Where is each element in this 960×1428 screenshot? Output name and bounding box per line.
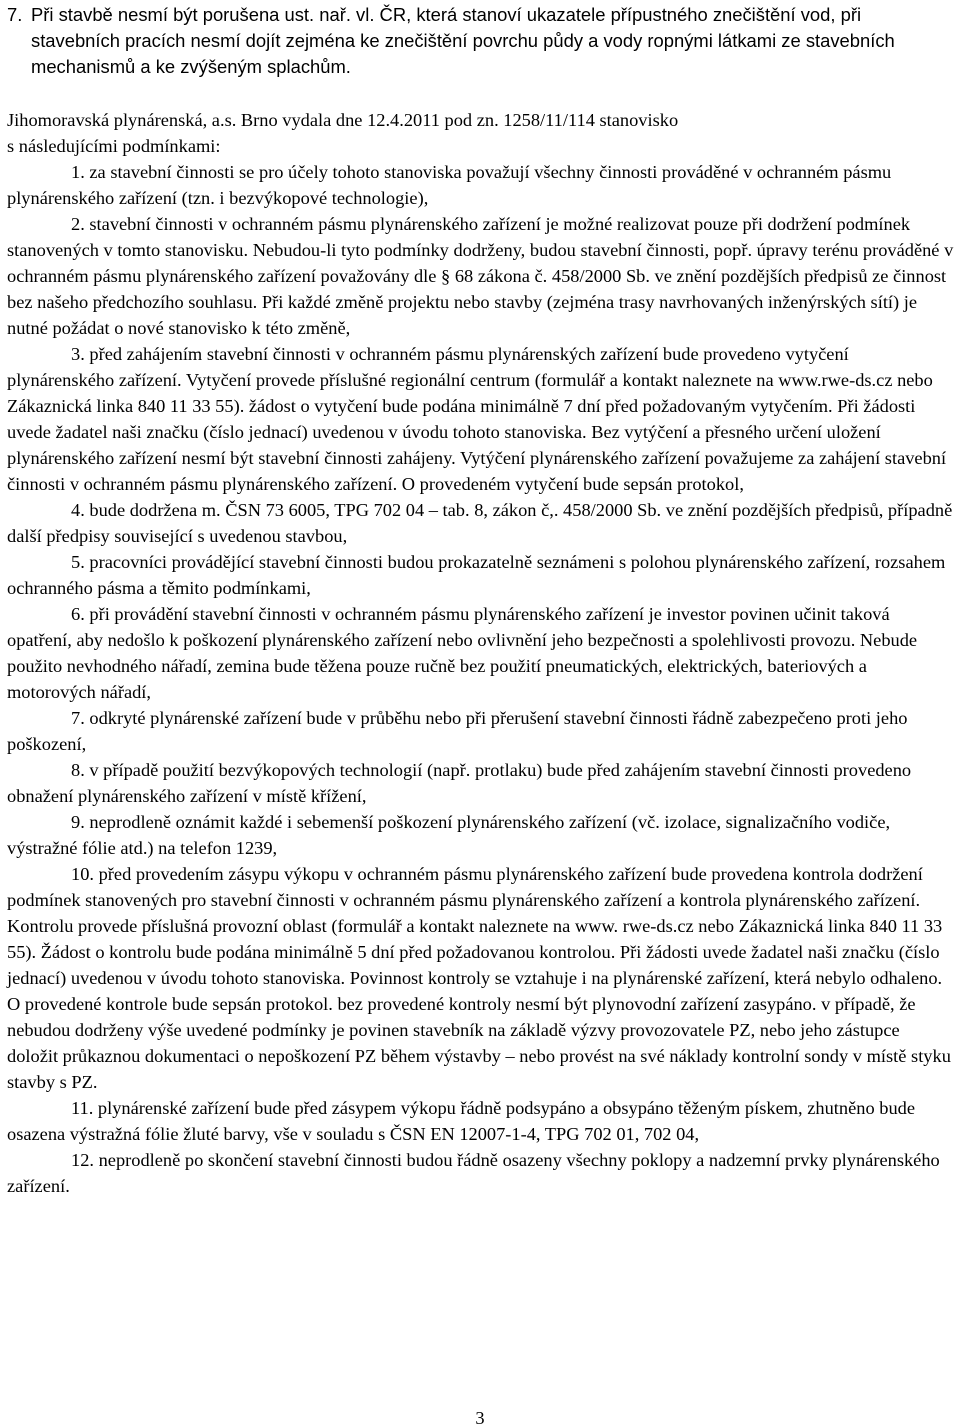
condition-item-5: 5. pracovníci provádějící stavební činnosti budou prokazatelně seznámeni s polohou plynárenského zařízení, rozsahem ochranného pásma a těmito podmínkami, — [7, 552, 946, 598]
condition-item-12: 12. neprodleně po skončení stavební činnosti budou řádně osazeny všechny poklopy a nadzemní prvky plynárenského zařízení. — [7, 1150, 940, 1196]
condition-item-1: 1. za stavební činnosti se pro účely tohoto stanoviska považují všechny činnosti prováděné v ochranném pásmu plynárenského zařízení (tzn. i bezvýkopové technologie), — [7, 162, 892, 208]
condition-item-6: 6. při provádění stavební činnosti v ochranném pásmu plynárenského zařízení je investor povinen učinit taková opatření, aby nedošlo k poškození plynárenského zařízení nebo ovlivnění jeho bezpečnosti a spolehlivosti provozu. Nebude použito nevhodného nářadí, zemina bude těžena pouze ručně bez použití pneumatických, elektrických, bateriových a motorových nářadí, — [7, 604, 918, 702]
section-heading-line1: Jihomoravská plynárenská, a.s. Brno vydala dne 12.4.2011 pod zn. 1258/11/114 stanovisko — [7, 110, 679, 130]
condition-item-9: 9. neprodleně oznámit každé i sebemenší poškození plynárenského zařízení (vč. izolace, signalizačního vodiče, výstražné fólie atd.) na telefon 1239, — [7, 812, 891, 858]
intro-item-text: Při stavbě nesmí být porušena ust. nař. vl. ČR, která stanoví ukazatele přípustného znečištění vod, při stavebních pracích nesmí dojít zejména ke znečištění povrchu půdy a vody ropnými látkami ze stavebních mechanismů a ke zvýšeným splachům. — [31, 4, 895, 77]
page-number: 3 — [475, 1408, 485, 1428]
condition-item-4: 4. bude dodržena m. ČSN 73 6005, TPG 702 04 – tab. 8, zákon č,. 458/2000 Sb. ve znění pozdějších předpisů, případně další předpisy související s uvedenou stavbou, — [7, 500, 953, 546]
condition-item-3: 3. před zahájením stavební činnosti v ochranném pásmu plynárenských zařízení bude provedeno vytyčení plynárenského zařízení. Vytyčení provede příslušné regionální centrum (formulář a kontakt naleznete na www.rwe-ds.cz nebo Zákaznická linka 840 11 33 55). žádost o vytyčení bude podána minimálně 7 dní před požadovaným vytyčením. Při žádosti uvede žadatel naši značku (číslo jednací) uvedenou v úvodu tohoto stanoviska. Bez vytýčení a přesného určení uložení plynárenského zařízení nesmí být stavební činnosti zahájeny. Vytýčení plynárenského zařízení považujeme za zahájení stavební činnosti v ochranném pásmu plynárenského zařízení. O provedeném vytyčení bude sepsán protokol, — [7, 344, 947, 494]
document-body — [7, 2, 955, 1199]
condition-item-10: 10. před provedením zásypu výkopu v ochranném pásmu plynárenského zařízení bude provedena kontrola dodržení podmínek stanovených pro stavební činnosti v ochranném pásmu plynárenského zařízení a kontrola plynárenského zařízení. Kontrolu provede příslušná provozní oblast (formulář a kontakt naleznete na www. rwe-ds.cz nebo Zákaznická linka 840 11 33 55). Žádost o kontrolu bude podána minimálně 5 dní před požadovanou kontrolou. Při žádosti uvede žadatel naši značku (číslo jednací) uvedenou v úvodu tohoto stanoviska. Povinnost kontroly se vztahuje i na plynárenské zařízení, která nebylo odhaleno. O provedené kontrole bude sepsán protokol. bez provedené kontroly nesmí být plynovodní zařízení zasypáno. v případě, že nebudou dodrženy výše uvedené podmínky je povinen stavebník na základě výzvy provozovatele PZ, nebo jeho zástupce doložit průkaznou dokumentaci o nepoškození PZ během výstavby – nebo provést na své náklady kontrolní sondy v místě styku stavby s PZ. — [7, 864, 951, 1092]
condition-item-7: 7. odkryté plynárenské zařízení bude v průběhu nebo při přerušení stavební činnosti řádně zabezpečeno proti jeho poškození, — [7, 708, 908, 754]
section-heading — [7, 107, 955, 159]
intro-item-number: 7. — [7, 4, 23, 25]
condition-item-2: 2. stavební činnosti v ochranném pásmu plynárenského zařízení je možné realizovat pouze při dodržení podmínek stanovených v tomto stanovisku. Nebudou-li tyto podmínky dodrženy, budou stavební činnosti, popř. úpravy terénu prováděné v ochranném pásmu plynárenského zařízení považovány dle § 68 zákona č. 458/2000 Sb. ve znění pozdějších předpisů ze činnost bez našeho předchozího souhlasu. Při každé změně projektu nebo stavby (zejména trasy navrhovaných inženýrských sítí) je nutné požádat o nové stanovisko k této změně, — [7, 214, 954, 338]
condition-item-11: 11. plynárenské zařízení bude před zásypem výkopu řádně podsypáno a obsypáno těženým pískem, zhutněno bude osazena výstražná fólie žluté barvy, vše v souladu s ČSN EN 12007-1-4, TPG 702 01, 702 04, — [7, 1098, 916, 1144]
intro-item-7 — [7, 2, 955, 80]
conditions-list — [7, 159, 955, 1199]
condition-item-8: 8. v případě použití bezvýkopových technologií (např. protlaku) bude před zahájením stavební činnosti provedeno obnažení plynárenského zařízení v místě křížení, — [7, 760, 912, 806]
section-heading-line2: s následujícími podmínkami: — [7, 136, 221, 156]
